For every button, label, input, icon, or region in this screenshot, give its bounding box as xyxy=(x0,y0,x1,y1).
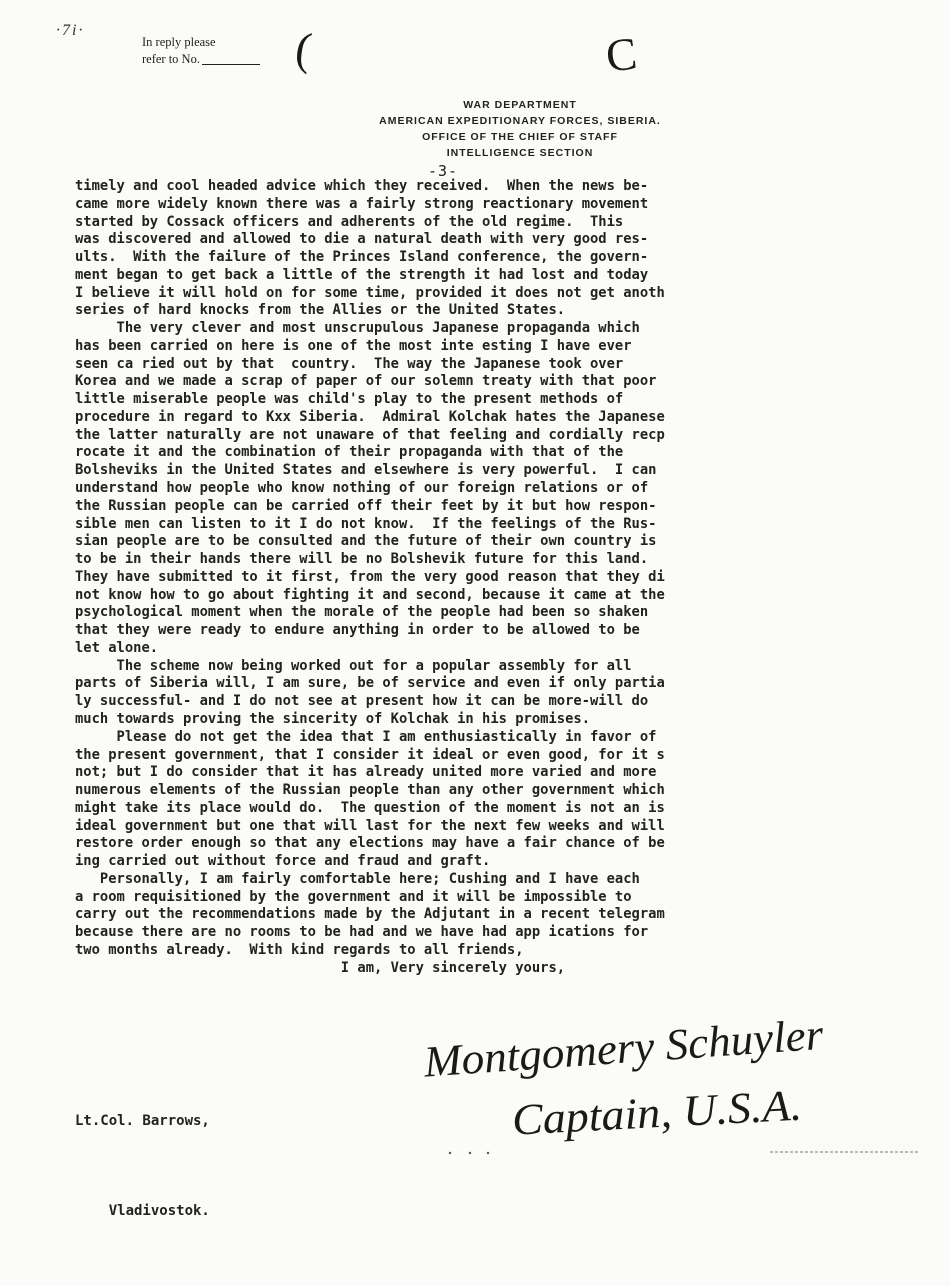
body-line: The very clever and most unscrupulous Japanese propaganda which xyxy=(75,320,640,337)
letterhead-line-2: AMERICAN EXPEDITIONARY FORCES, SIBERIA. xyxy=(379,115,661,127)
left-bracket-mark: ( xyxy=(292,22,315,75)
body-line: not know how to go about fighting it and second, because it came at the xyxy=(75,586,665,603)
body-line: sian people are to be consulted and the future of their own country is xyxy=(75,533,657,550)
body-line: ing carried out without force and fraud and graft. xyxy=(75,853,491,870)
letterhead xyxy=(0,97,950,161)
body-line: the Russian people can be carried off their feet by it but how respon- xyxy=(75,497,657,514)
body-line: because there are no rooms to be had and we have had app ications for xyxy=(75,924,649,941)
reply-reference-block xyxy=(142,34,260,68)
body-line: sible men can listen to it I do not know. If the feelings of the Rus- xyxy=(75,515,657,532)
body-line: I believe it will hold on for some time, provided it does not get anoth xyxy=(75,284,665,301)
body-line: a room requisitioned by the government and it will be impossible to xyxy=(75,888,632,905)
right-bracket-mark: C xyxy=(603,27,640,82)
addressee-name: Lt.Col. Barrows, xyxy=(75,1113,210,1129)
letterhead-line-4: INTELLIGENCE SECTION xyxy=(446,147,594,159)
body-line: started by Cossack officers and adherents of the old regime. This xyxy=(75,213,624,230)
body-line: parts of Siberia will, I am sure, be of service and even if only partia xyxy=(75,675,665,692)
body-line: procedure in regard to Kxx Siberia. Admiral Kolchak hates the Japanese xyxy=(75,408,665,425)
body-line: Korea and we made a scrap of paper of our solemn treaty with that poor xyxy=(75,373,657,390)
handwritten-signature xyxy=(420,1005,840,1145)
body-line: Bolsheviks in the United States and elsewhere is very powerful. I can xyxy=(75,462,657,479)
body-line: might take its place would do. The question of the moment is not an is xyxy=(75,799,665,816)
body-line: the present government, that I consider it ideal or even good, for it s xyxy=(75,746,665,763)
body-line: carry out the recommendations made by the Adjutant in a recent telegram xyxy=(75,906,665,923)
page-number: -3- xyxy=(428,162,459,180)
body-line: series of hard knocks from the Allies or the United States. xyxy=(75,302,566,319)
body-line: numerous elements of the Russian people than any other government which xyxy=(75,782,665,799)
letterhead-line-1: WAR DEPARTMENT xyxy=(463,99,577,111)
body-line: ideal government but one that will last for the next few weeks and will xyxy=(75,817,665,834)
footer-smudge xyxy=(440,1148,560,1158)
reply-line-2 xyxy=(142,51,260,68)
signature-name: Montgomery Schuyler xyxy=(422,1010,815,1087)
body-line: Please do not get the idea that I am enthusiastically in favor of xyxy=(75,728,657,745)
body-line: Personally, I am fairly comfortable here; Cushing and I have each xyxy=(75,870,640,887)
body-line: much towards proving the sincerity of Kolchak in his promises. xyxy=(75,710,590,727)
signature-title: Captain, U.S.A. xyxy=(510,1081,791,1145)
body-line: psychological moment when the morale of the people had been so shaken xyxy=(75,604,649,621)
letter-body xyxy=(75,178,905,977)
body-line: ment began to get back a little of the strength it had lost and today xyxy=(75,266,649,283)
body-line: not; but I do consider that it has already united more varied and more xyxy=(75,764,657,781)
reply-number-blank xyxy=(202,64,260,65)
body-line: has been carried on here is one of the most inte esting I have ever xyxy=(75,337,632,354)
addressee-block xyxy=(75,1046,210,1286)
letterhead-line-3: OFFICE OF THE CHIEF OF STAFF xyxy=(422,131,618,143)
body-line: restore order enough so that any elections may have a fair chance of be xyxy=(75,835,665,852)
body-line: the latter naturally are not unaware of that feeling and cordially recp xyxy=(75,426,665,443)
body-line: understand how people who know nothing of our foreign relations or of xyxy=(75,480,649,497)
body-line: seen ca ried out by that country. The way the Japanese took over xyxy=(75,355,624,372)
reply-line-2-text: refer to No. xyxy=(142,52,200,66)
body-line: rocate it and the combination of their propaganda with that of the xyxy=(75,444,624,461)
body-line: I am, Very sincerely yours, xyxy=(75,959,566,976)
body-line: timely and cool headed advice which they received. When the news be- xyxy=(75,178,649,194)
body-line: The scheme now being worked out for a popular assembly for all xyxy=(75,657,632,674)
signature-drawing xyxy=(420,1005,840,1145)
footer-mark-line xyxy=(770,1150,920,1154)
addressee-location: Vladivostok. xyxy=(75,1203,210,1219)
body-line: came more widely known there was a fairly strong reactionary movement xyxy=(75,195,649,212)
body-line: let alone. xyxy=(75,639,159,656)
body-line: that they were ready to endure anything in order to be allowed to be xyxy=(75,622,640,639)
body-line: They have submitted to it first, from the very good reason that they di xyxy=(75,568,665,585)
body-line: was discovered and allowed to die a natural death with very good res- xyxy=(75,231,649,248)
body-line: ults. With the failure of the Princes Island conference, the govern- xyxy=(75,249,649,266)
reply-line-1: In reply please xyxy=(142,35,216,49)
body-line: to be in their hands there will be no Bolshevik future for this land. xyxy=(75,551,649,568)
body-line: little miserable people was child's play to the present methods of xyxy=(75,391,624,408)
body-line: two months already. With kind regards to all friends, xyxy=(75,941,524,958)
body-line: ly successful- and I do not see at present how it can be more-will do xyxy=(75,693,649,710)
corner-handwritten-mark: ·7i· xyxy=(56,22,85,39)
